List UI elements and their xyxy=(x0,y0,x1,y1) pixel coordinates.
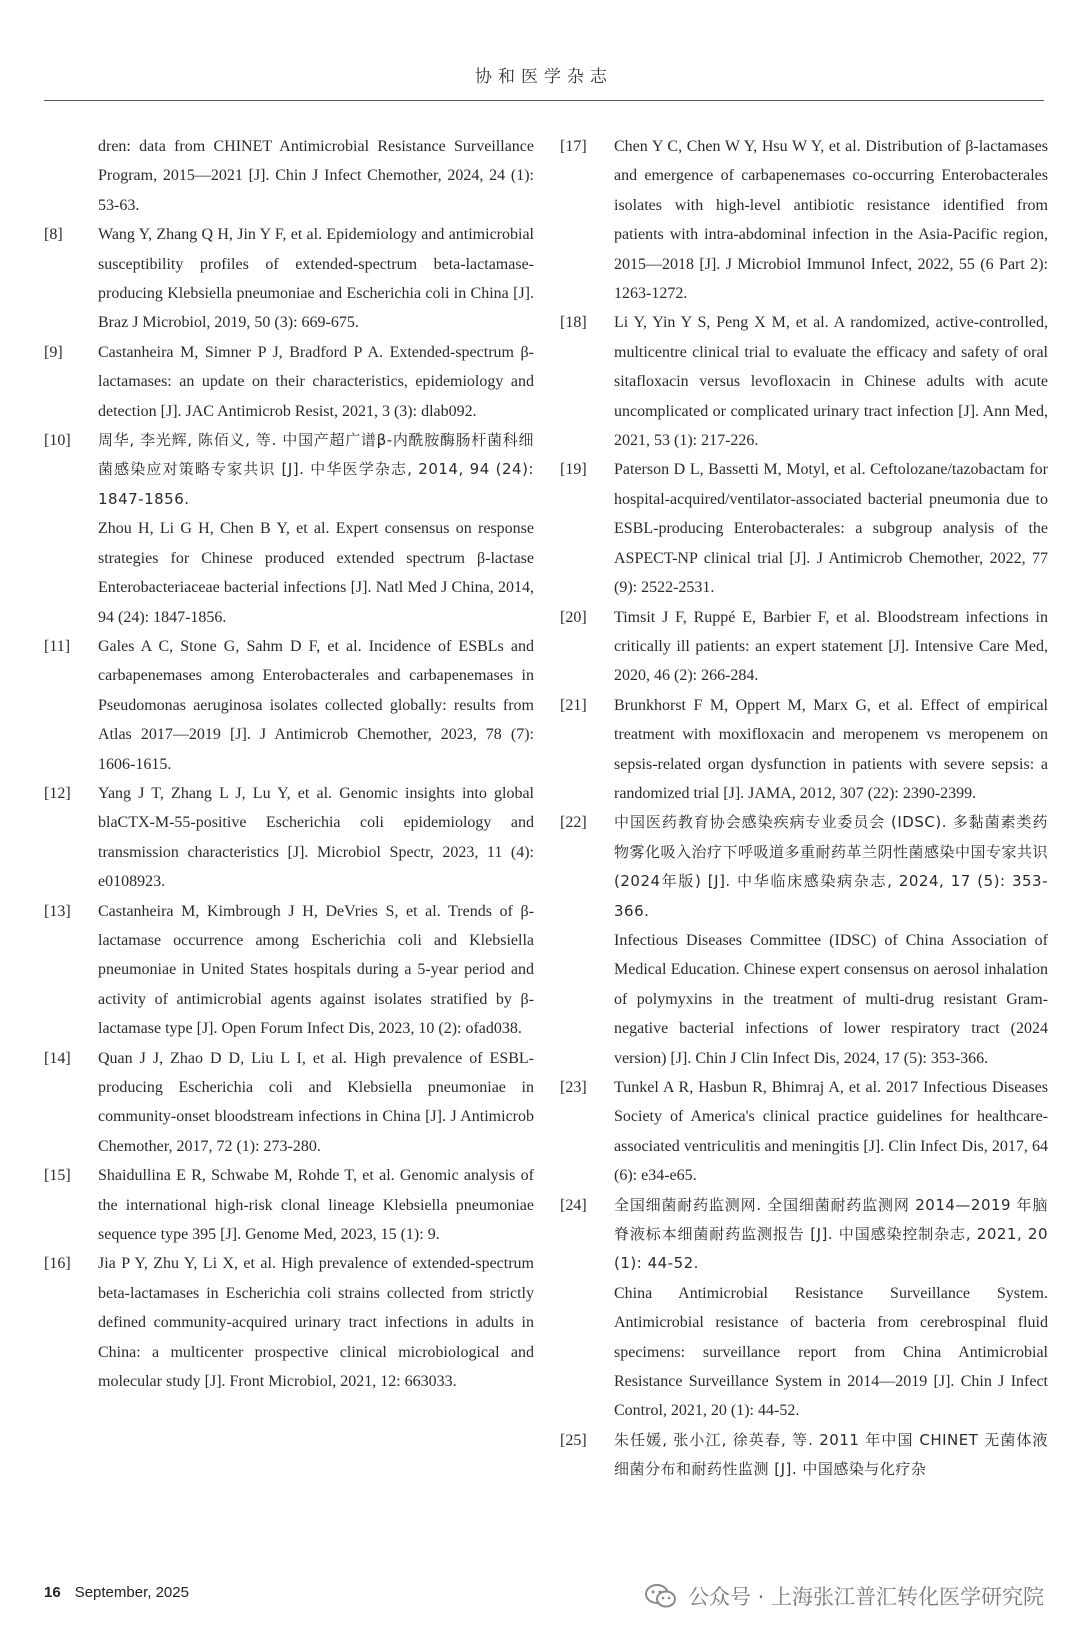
reference-translation: China Antimicrobial Resistance Surveillance System. Antimicrobial resistance of bacteria from cerebrospinal fluid specimens: surveillance report from China Antimicrobial Resistance Surveillance System in 2014—2019 [J]. Chin J Infect Control, 2021, 20 (1): 44-52. xyxy=(614,1284,1048,1420)
reference-text: 朱任媛, 张小江, 徐英春, 等. 2011 年中国 CHINET 无菌体液细菌分布和耐药性监测 [J]. 中国感染与化疗杂 xyxy=(614,1430,1048,1479)
reference-item xyxy=(560,1191,1048,1426)
reference-number: [8] xyxy=(44,226,63,244)
reference-text: 中国医药教育协会感染疾病专业委员会 (IDSC). 多黏菌素类药物雾化吸入治疗下呼吸道多重耐药革兰阴性菌感染中国专家共识 (2024年版) [J]. 中华临床感染病杂志, 2024, 17 (5): 353-366. xyxy=(614,813,1049,920)
reference-number: [10] xyxy=(44,432,71,450)
reference-number: [20] xyxy=(560,608,587,626)
reference-text: Brunkhorst F M, Oppert M, Marx G, et al. Effect of empirical treatment with moxifloxacin and meropenem vs meropenem on sepsis-related organ dysfunction in patients with severe sepsis: a randomized trial [J]. JAMA, 2012, 307 (22): 2390-2399. xyxy=(614,696,1048,802)
reference-text: Paterson D L, Bassetti M, Motyl, et al. Ceftolozane/tazobactam for hospital-acquired/ventilator-associated bacterial pneumonia due to ESBL-producing Enterobacterales: a subgroup analysis of the ASPECT-NP clinical trial [J]. J Antimicrob Chemother, 2022, 77 (9): 2522-2531. xyxy=(614,461,1048,597)
reference-item xyxy=(44,1044,534,1162)
right-reference-column xyxy=(560,132,1048,1485)
reference-item xyxy=(44,338,534,426)
reference-number: [9] xyxy=(44,343,63,361)
reference-number: [19] xyxy=(560,461,587,479)
journal-title: 协和医学杂志 xyxy=(475,67,613,87)
reference-item xyxy=(560,691,1048,809)
reference-text: Chen Y C, Chen W Y, Hsu W Y, et al. Distribution of β-lactamases and emergence of carbapenemases co-occurring Enterobacterales isolates with high-level antibiotic resistance identified from patients with intra-abdominal infection in the Asia-Pacific region, 2015—2018 [J]. J Microbiol Immunol Infect, 2022, 55 (6 Part 2): 1263-1272. xyxy=(614,138,1048,303)
reference-item xyxy=(44,426,534,632)
reference-text: Castanheira M, Kimbrough J H, DeVries S, et al. Trends of β-lactamase occurrence among Escherichia coli and Klebsiella pneumoniae in United States hospitals during a 5-year period and activity of antimicrobial agents against isolates stratified by β-lactamase type [J]. Open Forum Infect Dis, 2023, 10 (2): ofad038. xyxy=(98,902,534,1038)
reference-item xyxy=(44,897,534,1044)
reference-number: [23] xyxy=(560,1079,587,1096)
reference-text: Tunkel A R, Hasbun R, Bhimraj A, et al. 2017 Infectious Diseases Society of America's clinical practice guidelines for healthcare-associated ventriculitis and meningitis [J]. Clin Infect Dis, 2017, 64 (6): e34-e65. xyxy=(614,1079,1048,1185)
reference-item xyxy=(44,132,534,220)
reference-item xyxy=(44,632,534,779)
reference-number: [25] xyxy=(560,1431,587,1449)
reference-number: [12] xyxy=(44,784,71,802)
reference-text: Quan J J, Zhao D D, Liu L I, et al. High prevalence of ESBL-producing Escherichia coli and Klebsiella pneumoniae in community-onset bloodstream infections in China [J]. J Antimicrob Chemother, 2017, 72 (1): 273-280. xyxy=(98,1049,534,1155)
reference-text: Li Y, Yin Y S, Peng X M, et al. A randomized, active-controlled, multicentre clinical trial to evaluate the efficacy and safety of oral sitafloxacin versus levofloxacin in Chinese adults with acute uncomplicated or complicated urinary tract infection [J]. Ann Med, 2021, 53 (1): 217-226. xyxy=(614,314,1048,450)
reference-number: [24] xyxy=(560,1196,587,1214)
reference-text: 全国细菌耐药监测网. 全国细菌耐药监测网 2014—2019 年脑脊液标本细菌耐药监测报告 [J]. 中国感染控制杂志, 2021, 20 (1): 44-52. xyxy=(614,1195,1048,1273)
reference-item xyxy=(560,132,1048,308)
reference-text: Gales A C, Stone G, Sahm D F, et al. Incidence of ESBLs and carbapenemases among Enterobacterales and carbapenemases in Pseudomonas aeruginosa isolates collected globally: results from Atlas 2017—2019 [J]. J Antimicrob Chemother, 2023, 78 (7): 1606-1615. xyxy=(98,637,534,773)
reference-text: dren: data from CHINET Antimicrobial Resistance Surveillance Program, 2015—2021 [J]. Chin J Infect Chemother, 2024, 24 (1): 53-63. xyxy=(98,138,534,214)
page-footer xyxy=(44,1584,189,1601)
reference-number: [11] xyxy=(44,637,71,655)
reference-translation: Infectious Diseases Committee (IDSC) of China Association of Medical Education. Chinese expert consensus on aerosol inhalation of polymyxins in the treatment of multi-drug resistant Gram-negative bacterial infections of lower respiratory tract (2024 version) [J]. Chin J Clin Infect Dis, 2024, 17 (5): 353-366. xyxy=(614,931,1048,1067)
watermark-text: 公众号 · 上海张江普汇转化医学研究院 xyxy=(687,1585,1044,1609)
wechat-icon xyxy=(644,1582,678,1610)
issue-date: September, 2025 xyxy=(74,1584,189,1601)
reference-text: Yang J T, Zhang L J, Lu Y, et al. Genomic insights into global blaCTX-M-55-positive Escherichia coli epidemiology and transmission characteristics [J]. Microbiol Spectr, 2023, 11 (4): e0108923. xyxy=(98,784,534,891)
reference-number: [18] xyxy=(560,314,587,332)
reference-number: [21] xyxy=(560,696,587,714)
journal-header xyxy=(44,62,1044,92)
reference-text: Castanheira M, Simner P J, Bradford P A. Extended-spectrum β-lactamases: an update on their characteristics, epidemiology and detection [J]. JAC Antimicrob Resist, 2021, 3 (3): dlab092. xyxy=(98,343,534,420)
reference-item xyxy=(44,1161,534,1249)
reference-item xyxy=(560,603,1048,691)
reference-text: 周华, 李光辉, 陈佰义, 等. 中国产超广谱β-内酰胺酶肠杆菌科细菌感染应对策略专家共识 [J]. 中华医学杂志, 2014, 94 (24): 1847-1856. xyxy=(98,431,534,508)
reference-item xyxy=(560,1073,1048,1191)
reference-number: [15] xyxy=(44,1167,71,1185)
reference-item xyxy=(560,1426,1048,1485)
reference-item xyxy=(44,220,534,338)
reference-item xyxy=(44,779,534,897)
reference-number: [22] xyxy=(560,814,587,832)
reference-item xyxy=(560,808,1048,1073)
reference-number: [16] xyxy=(44,1255,71,1273)
reference-number: [17] xyxy=(560,138,587,155)
reference-translation: Zhou H, Li G H, Chen B Y, et al. Expert consensus on response strategies for Chinese produced extended spectrum β-lactase Enterobacteriaceae bacterial infections [J]. Natl Med J China, 2014, 94 (24): 1847-1856. xyxy=(98,520,534,626)
wechat-watermark xyxy=(644,1578,1044,1614)
reference-number: [14] xyxy=(44,1049,71,1067)
header-divider xyxy=(44,100,1044,101)
reference-text: Jia P Y, Zhu Y, Li X, et al. High prevalence of extended-spectrum beta-lactamases in Escherichia coli strains collected from strictly defined community-acquired urinary tract infections in adults in China: a multicenter prospective clinical microbiological and molecular study [J]. Front Microbiol, 2021, 12: 663033. xyxy=(98,1255,534,1391)
left-reference-column xyxy=(44,132,534,1396)
reference-text: Wang Y, Zhang Q H, Jin Y F, et al. Epidemiology and antimicrobial susceptibility profiles of extended-spectrum beta-lactamase-producing Klebsiella pneumoniae and Escherichia coli in China [J]. Braz J Microbiol, 2019, 50 (3): 669-675. xyxy=(98,226,534,332)
page-number: 16 xyxy=(44,1584,61,1601)
reference-item xyxy=(44,1249,534,1396)
reference-item xyxy=(560,308,1048,455)
reference-text: Timsit J F, Ruppé E, Barbier F, et al. Bloodstream infections in critically ill patients: an expert statement [J]. Intensive Care Med, 2020, 46 (2): 266-284. xyxy=(614,608,1048,685)
reference-text: Shaidullina E R, Schwabe M, Rohde T, et al. Genomic analysis of the international high-risk clonal lineage Klebsiella pneumoniae sequence type 395 [J]. Genome Med, 2023, 15 (1): 9. xyxy=(98,1167,534,1244)
reference-item xyxy=(560,455,1048,602)
reference-number: [13] xyxy=(44,902,71,920)
